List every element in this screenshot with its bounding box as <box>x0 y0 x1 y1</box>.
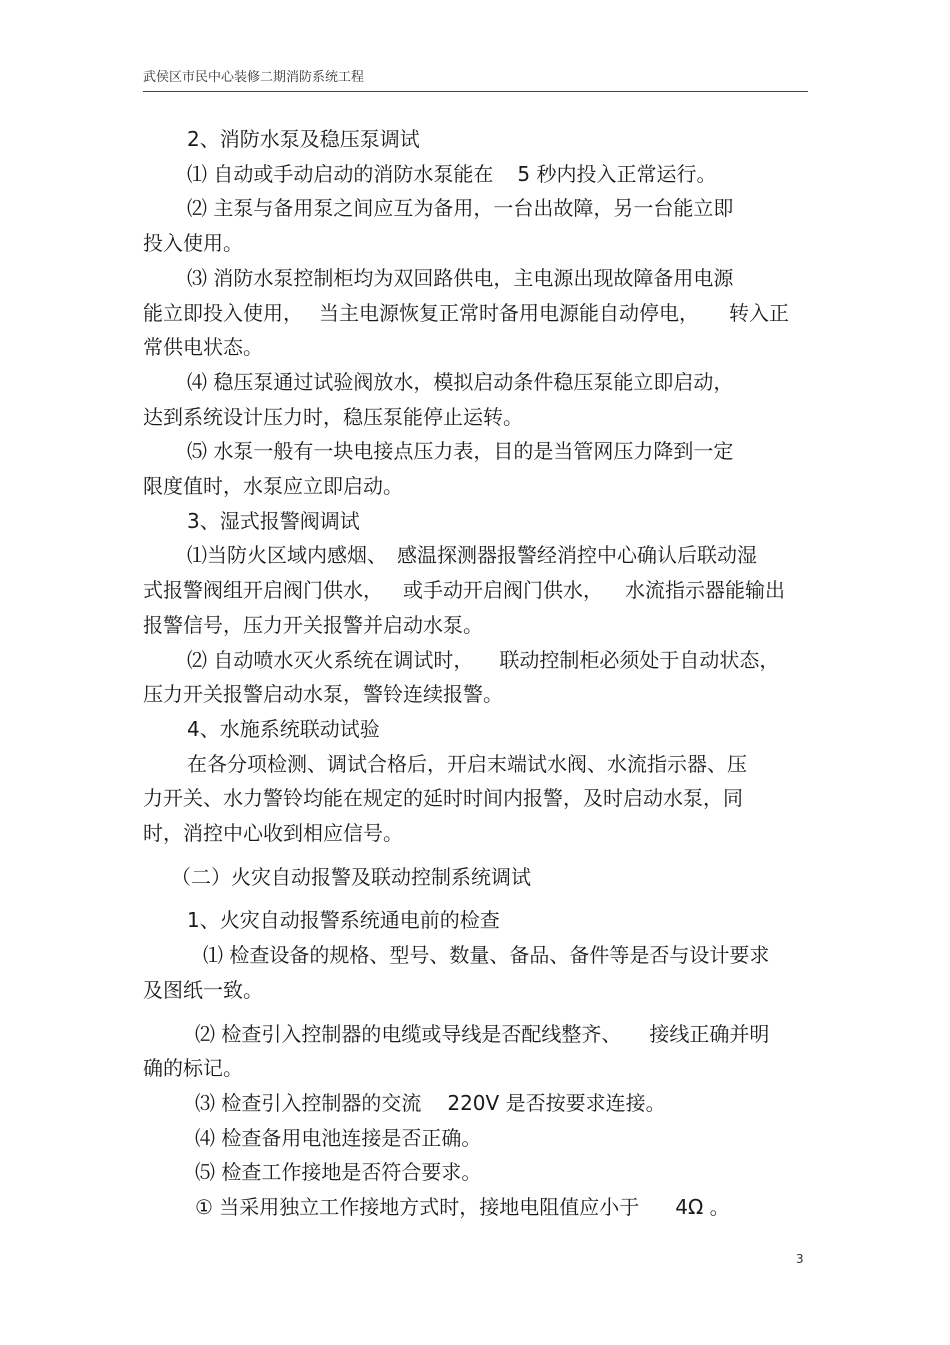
paragraph-line: 能立即投入使用， 当主电源恢复正常时备用电源能自动停电， 转入正 <box>143 300 789 325</box>
subsection-heading-alarm-valve: 3、湿式报警阀调试 <box>187 508 360 533</box>
paragraph-line: 及图纸一致。 <box>143 977 263 1002</box>
paragraph-line: ⑷ 稳压泵通过试验阀放水，模拟启动条件稳压泵能立即启动， <box>187 369 734 394</box>
subsection-heading-pump-test: 2、消防水泵及稳压泵调试 <box>187 127 420 151</box>
paragraph-line: ⑵ 检查引入控制器的电缆或导线是否配线整齐、 接线正确并明 <box>195 1021 770 1046</box>
paragraph-line: 压力开关报警启动水泵，警铃连续报警。 <box>143 682 503 707</box>
paragraph-line: ⑶ 检查引入控制器的交流 220V 是否按要求连接。 <box>195 1090 666 1115</box>
paragraph-line: 达到系统设计压力时，稳压泵能停止运转。 <box>143 404 523 429</box>
paragraph-line: 式报警阀组开启阀门供水， 或手动开启阀门供水， 水流指示器能输出 <box>143 578 785 603</box>
paragraph-line: ⑴ 自动或手动启动的消防水泵能在 5 秒内投入正常运行。 <box>187 161 717 186</box>
subsection-heading-power-on-check: 1、火灾自动报警系统通电前的检查 <box>187 908 500 933</box>
section-heading-fire-alarm: （二）火灾自动报警及联动控制系统调试 <box>171 864 531 889</box>
paragraph-line: 投入使用。 <box>143 231 243 256</box>
paragraph-line: ⑸ 水泵一般有一块电接点压力表，目的是当管网压力降到一定 <box>187 439 734 464</box>
paragraph-line: ① 当采用独立工作接地方式时，接地电阻值应小于 4Ω 。 <box>195 1195 730 1220</box>
document-body <box>143 122 808 1225</box>
page-number: 3 <box>796 1252 804 1266</box>
subsection-heading-linkage-test: 4、水施系统联动试验 <box>187 716 380 741</box>
paragraph-line: ⑷ 检查备用电池连接是否正确。 <box>195 1125 482 1150</box>
paragraph-line: ⑴当防火区域内感烟、 感温探测器报警经消控中心确认后联动湿 <box>187 543 757 568</box>
paragraph-line: 时，消控中心收到相应信号。 <box>143 821 403 846</box>
paragraph-line: 限度值时，水泵应立即启动。 <box>143 474 403 499</box>
paragraph-line: ⑵ 主泵与备用泵之间应互为备用，一台出故障，另一台能立即 <box>187 196 734 221</box>
paragraph-line: 常供电状态。 <box>143 335 263 360</box>
paragraph-line: ⑵ 自动喷水灭火系统在调试时， 联动控制柜必须处于自动状态， <box>187 647 780 672</box>
paragraph-line: ⑸ 检查工作接地是否符合要求。 <box>195 1160 482 1185</box>
header-divider <box>143 91 808 92</box>
running-header: 武侯区市民中心装修二期消防系统工程 <box>143 70 365 85</box>
paragraph-line: 力开关、水力警铃均能在规定的延时时间内报警，及时启动水泵，同 <box>143 786 743 811</box>
paragraph-line: 在各分项检测、调试合格后，开启末端试水阀、水流指示器、压 <box>187 751 747 776</box>
paragraph-line: ⑶ 消防水泵控制柜均为双回路供电，主电源出现故障备用电源 <box>187 265 734 290</box>
paragraph-line: ⑴ 检查设备的规格、型号、数量、备品、备件等是否与设计要求 <box>203 943 770 968</box>
paragraph-line: 确的标记。 <box>143 1056 243 1081</box>
paragraph-line: 报警信号，压力开关报警并启动水泵。 <box>143 612 483 637</box>
